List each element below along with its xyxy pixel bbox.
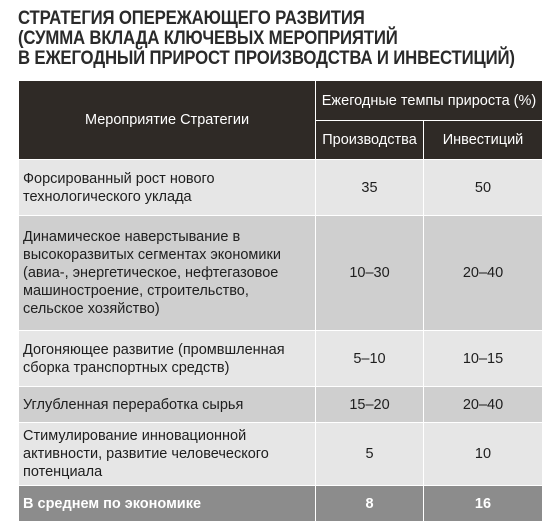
total-name: В среднем по экономике [19,486,316,522]
header-investment: Инвестиций [424,121,543,160]
total-production: 8 [316,486,424,522]
table-row [19,160,543,216]
row-name-text: Динамическое наверстывание в высокоразвитых сегментах экономики (авиа-, энергетическое, нефтегазовое машиностроение, строительство, сельское хозяйство) [23,229,281,317]
row-production: 5 [316,423,424,486]
strategy-table [18,80,543,522]
header-annual-rates: Ежегодные темпы прироста (%) [316,81,543,121]
title-line-1: СТРАТЕГИЯ ОПЕРЕЖАЮЩЕГО РАЗВИТИЯ [18,7,365,29]
row-name-text: Форсированный рост нового технологического уклада [23,170,215,205]
row-name-text: Стимулирование инновационной активности, развитие человеческого потенциала [23,428,269,480]
row-name [19,216,316,331]
total-investment: 16 [424,486,543,522]
row-name-text: Догоняющее развитие (промвшленная сборка транспортных средств) [23,341,285,376]
row-name [19,387,316,423]
row-production: 35 [316,160,424,216]
page-title [18,7,515,69]
row-production: 5–10 [316,331,424,387]
header-production: Производства [316,121,424,160]
total-row [19,486,543,522]
row-name [19,423,316,486]
row-investment: 20–40 [424,216,543,331]
row-name-text: Углубленная переработка сырья [23,396,244,413]
row-investment: 20–40 [424,387,543,423]
table-row [19,331,543,387]
header-event: Мероприятие Стратегии [19,81,316,160]
title-line-3: В ЕЖЕГОДНЫЙ ПРИРОСТ ПРОИЗВОДСТВА И ИНВЕСТИЦИЙ) [18,47,515,69]
row-investment: 10 [424,423,543,486]
row-name [19,160,316,216]
table-row [19,387,543,423]
row-investment: 10–15 [424,331,543,387]
row-investment: 50 [424,160,543,216]
title-line-2: (СУММА ВКЛАДА КЛЮЧЕВЫХ МЕРОПРИЯТИЙ [18,27,398,49]
row-production: 15–20 [316,387,424,423]
row-production: 10–30 [316,216,424,331]
table-row [19,423,543,486]
table-row [19,216,543,331]
row-name [19,331,316,387]
